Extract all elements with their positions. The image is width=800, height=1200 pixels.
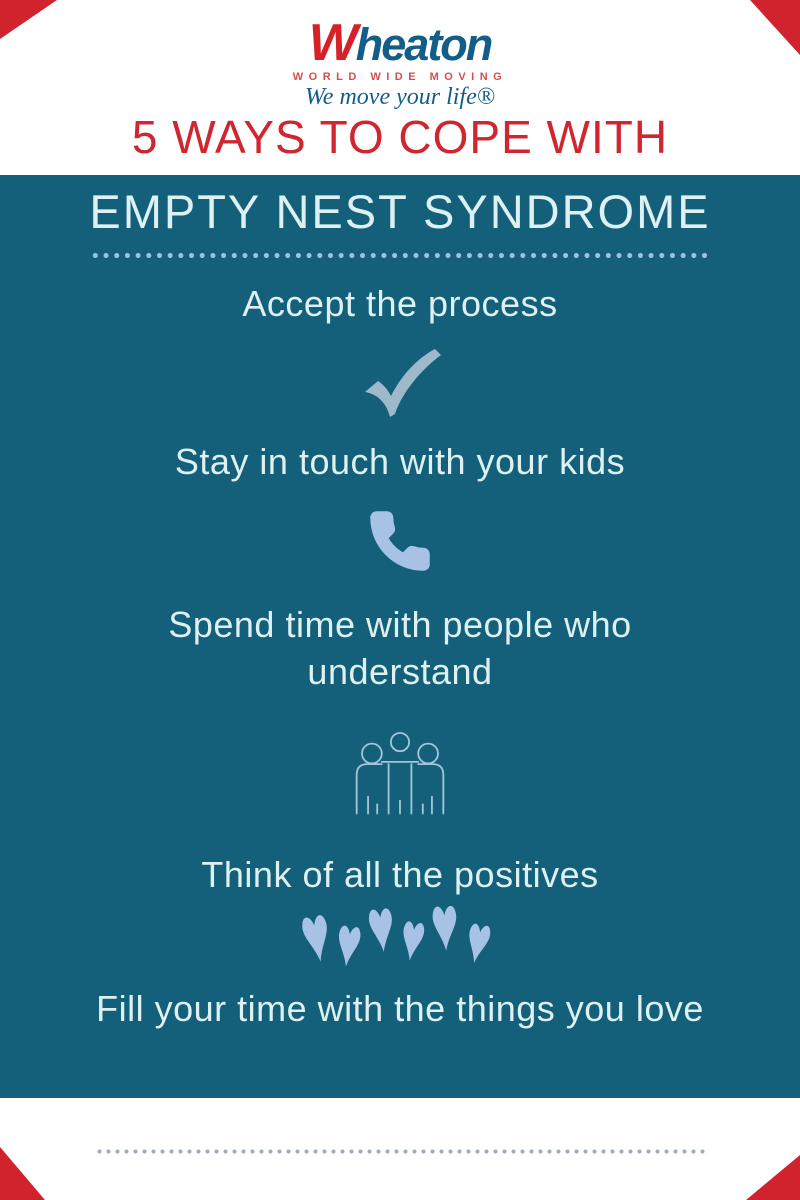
wheaton-logo	[0, 14, 800, 110]
logo-rest-letters: heaton	[355, 19, 492, 70]
logo-tagline-caps: WORLD WIDE MOVING	[292, 71, 508, 83]
corner-triangle-bottom-left	[0, 1147, 45, 1200]
logo-w-letter: W	[308, 14, 356, 72]
logo-wordmark	[0, 14, 800, 72]
corner-triangle-bottom-right	[746, 1155, 800, 1200]
main-teal-panel	[0, 175, 800, 1098]
item-4-label: Think of all the positives	[201, 854, 599, 895]
logo-tagline-script: We move your life®	[305, 84, 495, 110]
dotted-divider-bottom	[95, 1149, 707, 1154]
checkmark-icon	[0, 347, 800, 424]
title-line-2: EMPTY NEST SYNDROME	[89, 185, 711, 238]
phone-icon	[0, 506, 800, 581]
hearts-row	[300, 903, 500, 978]
item-2-label: Stay in touch with your kids	[174, 441, 626, 482]
people-icon	[0, 724, 800, 826]
item-5-label: Fill your time with the things you love	[96, 988, 704, 1029]
dotted-divider-top	[90, 252, 710, 259]
item-3-label: Spend time with people who understand	[168, 604, 632, 693]
hearts-icon	[0, 903, 800, 978]
title-line-1: 5 WAYS TO COPE WITH	[131, 111, 669, 163]
item-1-label: Accept the process	[242, 283, 558, 324]
